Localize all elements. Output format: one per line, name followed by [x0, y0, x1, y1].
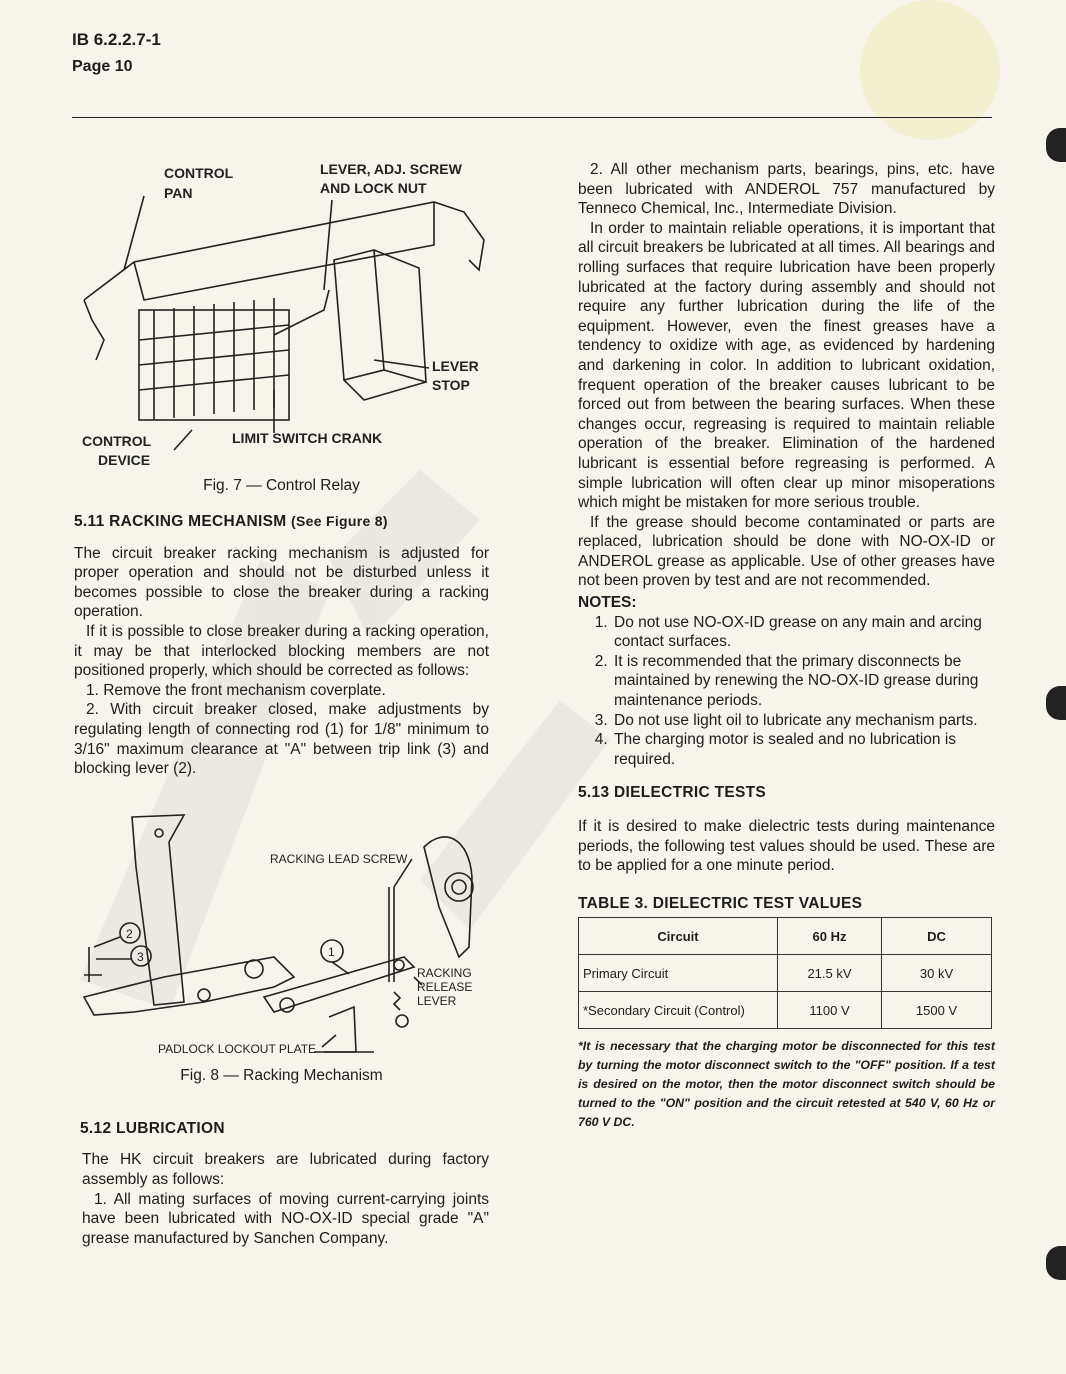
notes-title: NOTES: — [578, 594, 637, 612]
table-3-footnote: *It is necessary that the charging motor be disconnected for this test by turning the motor disconnect switch to the "OFF" position. If a test is desired on the motor, then the motor disconnect switch should be turned to the "ON" position and the circuit retested at 540 V, 60 Hz or 760 V DC. — [578, 1039, 995, 1130]
label-lever-2: AND LOCK NUT — [320, 180, 427, 196]
section-5-11-figure-ref: (See Figure 8) — [291, 513, 388, 529]
table-header-row — [579, 918, 992, 955]
cell-dc: 30 kV — [882, 955, 992, 992]
figure-8 — [74, 807, 489, 1095]
table-row — [579, 955, 992, 992]
binder-hole-top — [1046, 128, 1066, 162]
table-row — [579, 992, 992, 1029]
cell-60hz: 21.5 kV — [778, 955, 882, 992]
section-5-11-paragraph-2: If it is possible to close breaker during a racking operation, it may be that interlocked blocking members are not positioned properly, which should be corrected as follows: — [74, 622, 489, 680]
binder-hole-middle — [1046, 686, 1066, 720]
note-item: 4. The charging motor is sealed and no lubrication is required. — [612, 730, 995, 769]
notes-list — [578, 613, 995, 770]
label-lever-stop-2: STOP — [432, 377, 470, 393]
section-5-12-item-2: 2. All other mechanism parts, bearings, pins, etc. have been lubricated with ANDEROL 757 manufactured by Tenneco Chemical, Inc., Intermediate Division. — [578, 161, 995, 218]
column-header-circuit: Circuit — [579, 918, 778, 955]
section-5-12-item-1: 1. All mating surfaces of moving current-carrying joints have been lubricated with NO-OX-ID special grade "A" grease manufactured by Sanchen Company. — [82, 1190, 489, 1247]
label-control-pan-2: PAN — [164, 185, 193, 201]
header-rule — [72, 117, 992, 118]
label-padlock-lockout-plate: PADLOCK LOCKOUT PLATE — [158, 1041, 317, 1056]
label-lever-1: LEVER, ADJ. SCREW — [320, 161, 462, 177]
dielectric-test-table — [578, 917, 992, 1029]
callout-3: 3 — [137, 949, 144, 964]
section-5-11-step-1: 1. Remove the front mechanism coverplate. — [86, 681, 386, 699]
section-5-11-step-2: 2. With circuit breaker closed, make adjustments by regulating length of connecting rod (1) for 1/8" minimum to 3/16" maximum clearance at "A" between trip link (3) and blocking lever (2). — [74, 701, 489, 778]
label-racking-release-3: LEVER — [417, 993, 457, 1008]
binder-hole-bottom — [1046, 1246, 1066, 1280]
section-5-13-paragraph-1: If it is desired to make dielectric tests during maintenance periods, the following test values should be used. These are to be applied for a one minute period. — [578, 818, 995, 875]
section-5-11-heading: 5.11 RACKING MECHANISM (See Figure 8) — [74, 513, 388, 530]
label-control-device-2: DEVICE — [98, 452, 151, 468]
label-control-pan-1: CONTROL — [164, 165, 234, 181]
control-relay-drawing — [74, 150, 489, 470]
column-header-dc: DC — [882, 918, 992, 955]
column-header-60hz: 60 Hz — [778, 918, 882, 955]
cell-60hz: 1100 V — [778, 992, 882, 1029]
figure-7-caption: Fig. 7 — Control Relay — [203, 476, 360, 494]
section-5-13-heading: 5.13 DIELECTRIC TESTS — [578, 784, 767, 802]
section-5-12-paragraph-1: The HK circuit breakers are lubricated during factory assembly as follows: — [82, 1151, 489, 1188]
callout-1: 1 — [328, 944, 335, 959]
left-column — [74, 150, 489, 1248]
label-racking-lead-screw: RACKING LEAD SCREW — [270, 851, 408, 866]
section-5-12-heading: 5.12 LUBRICATION — [80, 1119, 225, 1137]
page-number: Page 10 — [72, 58, 133, 75]
section-5-12-paragraph-3: If the grease should become contaminated or parts are replaced, lubrication should be done with NO-OX-ID or ANDEROL grease as applicable. Use of other greases have not been proven by test and are not recommended. — [578, 513, 995, 590]
label-limit-switch: LIMIT SWITCH CRANK — [232, 430, 383, 446]
label-control-device-1: CONTROL — [82, 433, 152, 449]
note-item: 2. It is recommended that the primary disconnects be maintained by renewing the NO-OX-ID grease during maintenance periods. — [612, 652, 995, 711]
figure-8-caption: Fig. 8 — Racking Mechanism — [180, 1067, 383, 1085]
right-column — [578, 160, 995, 1132]
cell-dc: 1500 V — [882, 992, 992, 1029]
document-id: IB 6.2.2.7-1 — [72, 30, 161, 49]
cell-circuit: Primary Circuit — [579, 955, 778, 992]
section-5-12-paragraph-2: In order to maintain reliable operations, it is important that all circuit breakers be lubricated at all times. All bearings and rolling surfaces that require lubrication have been properly lubricated at the factory during assembly and should not require any further lubrication during the life of the equipment. However, even the finest greases have a tendency to oxidize with age, as evidenced by hardening and darkening in color. In addition to lubricant oxidation, frequent operation of the breaker causes lubricant to be forced out from between the bearing surfaces. When these changes occur, regreasing is required to maintain reliable operation of the breaker. Elimination of the hardened lubricant is essential before regreasing is performed. A simple lubrication will often clear up minor misoperations which might be mistaken for more serious trouble. — [578, 219, 995, 512]
note-item: 1. Do not use NO-OX-ID grease on any main and arcing contact surfaces. — [612, 613, 995, 652]
label-lever-stop-1: LEVER — [432, 358, 479, 374]
figure-7 — [74, 150, 489, 492]
table-3-title: TABLE 3. DIELECTRIC TEST VALUES — [578, 894, 863, 912]
label-racking-release-1: RACKING — [417, 965, 472, 980]
label-racking-release-2: RELEASE — [417, 979, 473, 994]
cell-circuit: *Secondary Circuit (Control) — [579, 992, 778, 1029]
section-5-11-paragraph-1: The circuit breaker racking mechanism is adjusted for proper operation and should not be disturbed unless it becomes possible to close the breaker during a racking operation. — [74, 544, 489, 621]
note-item: 3. Do not use light oil to lubricate any mechanism parts. — [612, 711, 995, 731]
callout-2: 2 — [126, 926, 133, 941]
racking-mechanism-drawing — [74, 807, 489, 1057]
